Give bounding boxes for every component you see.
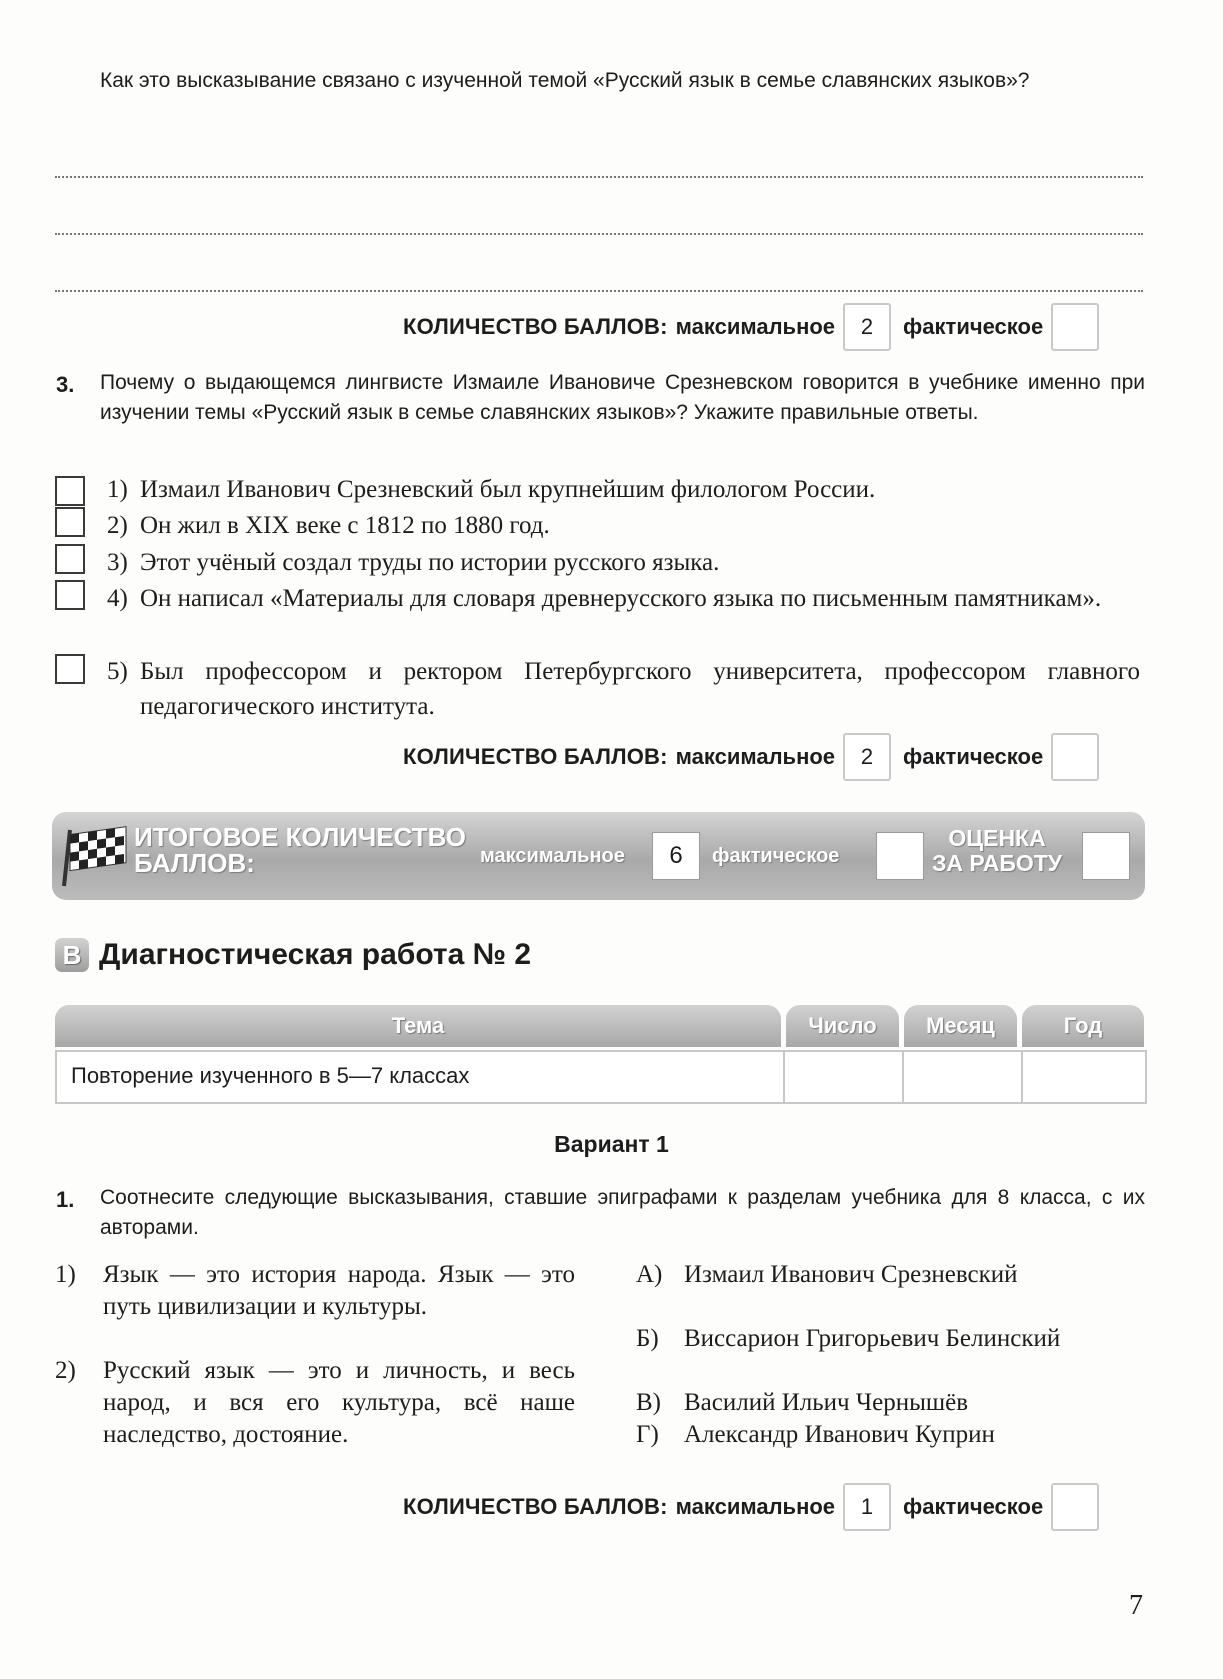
section-badge: В <box>55 938 89 972</box>
question-1-text: Соотнесите следующие высказывания, ставшие эпиграфами к разделам учебника для 8 класса, с их авторами. <box>100 1186 1145 1239</box>
score-label: КОЛИЧЕСТВО БАЛЛОВ: <box>403 1494 668 1519</box>
author-b-letter: Б) <box>636 1325 659 1352</box>
score-max-box: 2 <box>843 733 891 781</box>
checkbox-2[interactable] <box>55 507 85 537</box>
checkbox-3[interactable] <box>55 544 85 574</box>
author-v-name: Василий Ильич Чернышёв <box>684 1389 969 1416</box>
answer-line-1[interactable] <box>55 176 1143 178</box>
author-g-name: Александр Иванович Куприн <box>684 1421 995 1448</box>
grade-box[interactable] <box>1082 832 1130 880</box>
author-a-letter: А) <box>636 1261 663 1288</box>
final-fact-box[interactable] <box>876 832 924 880</box>
option-2-number: 2) <box>107 512 128 539</box>
checkered-flag-icon <box>60 824 132 888</box>
checkbox-1[interactable] <box>55 476 85 506</box>
table-header-topic: Тема <box>55 1005 781 1047</box>
option-4[interactable] <box>55 581 1145 653</box>
section-title: Диагностическая работа № 2 <box>99 938 532 971</box>
final-max-label: максимальное <box>480 845 625 867</box>
option-2[interactable] <box>55 508 1145 544</box>
question-2-prompt: Как это высказывание связано с изученной темой «Русский язык в семье славянских языков»? <box>100 69 1030 92</box>
authors-column <box>636 1259 1146 1459</box>
quote-1-text: Язык — это история народа. Язык — это путь цивилизации и культуры. <box>103 1261 575 1320</box>
option-1-text: Измаил Иванович Срезневский был крупнейшим филологом России. <box>140 476 876 503</box>
grade-label-line1: ОЦЕНКА <box>948 825 1046 851</box>
score-max-label: максимальное <box>675 744 836 769</box>
score-fact-box[interactable] <box>1051 303 1099 351</box>
variant-title: Вариант 1 <box>554 1131 669 1157</box>
table-header-month: Месяц <box>904 1005 1017 1047</box>
score-fact-box[interactable] <box>1051 1483 1099 1531</box>
score-row-q3 <box>403 733 1099 781</box>
quotes-column <box>55 1259 575 1479</box>
question-3-number: 3. <box>56 372 75 397</box>
final-title-line2: БАЛЛОВ: <box>134 848 255 878</box>
final-max-box: 6 <box>652 832 700 880</box>
table-cell-year[interactable] <box>1021 1050 1147 1104</box>
quote-2-text: Русский язык — это и личность, и весь народ, и вся его культура, всё наше наследство, достояние. <box>103 1357 575 1448</box>
option-4-text: Он написал «Материалы для словаря древнерусского языка по письменным памятникам». <box>140 585 1102 612</box>
table-cell-month[interactable] <box>902 1050 1023 1104</box>
table-cell-day[interactable] <box>783 1050 904 1104</box>
final-title-line1: ИТОГОВОЕ КОЛИЧЕСТВО <box>134 822 467 852</box>
checkbox-5[interactable] <box>55 654 85 684</box>
score-fact-label: фактическое <box>903 744 1044 769</box>
score-fact-label: фактическое <box>903 1494 1044 1519</box>
option-2-text: Он жил в XIX веке с 1812 по 1880 год. <box>140 512 550 539</box>
option-5-number: 5) <box>107 658 128 685</box>
score-label: КОЛИЧЕСТВО БАЛЛОВ: <box>403 314 668 339</box>
option-3-number: 3) <box>107 549 128 576</box>
score-fact-label: фактическое <box>903 314 1044 339</box>
table-header-day: Число <box>786 1005 899 1047</box>
author-v-letter: В) <box>636 1389 661 1416</box>
page-number: 7 <box>1129 1590 1143 1621</box>
topic-text: Повторение изученного в 5—7 классах <box>71 1063 470 1088</box>
score-max-label: максимальное <box>675 1494 836 1519</box>
score-row-q1 <box>403 1483 1099 1531</box>
checkbox-4[interactable] <box>55 580 85 610</box>
score-max-box: 1 <box>843 1483 891 1531</box>
answer-line-3[interactable] <box>55 290 1143 292</box>
quote-1-number: 1) <box>55 1261 76 1288</box>
author-a-name: Измаил Иванович Срезневский <box>684 1261 1018 1288</box>
author-g-letter: Г) <box>636 1421 659 1448</box>
grade-label <box>932 826 1062 876</box>
grade-label-line2: ЗА РАБОТУ <box>932 850 1063 876</box>
score-max-box: 2 <box>843 303 891 351</box>
score-max-label: максимальное <box>675 314 836 339</box>
score-row-q2 <box>403 303 1099 351</box>
final-title <box>134 824 466 876</box>
quote-2-number: 2) <box>55 1357 76 1384</box>
final-score-band <box>52 812 1145 900</box>
option-4-number: 4) <box>107 585 128 612</box>
option-3-text: Этот учёный создал труды по истории русского языка. <box>140 549 720 576</box>
section-header <box>55 938 531 972</box>
option-5[interactable] <box>55 654 1145 726</box>
option-3[interactable] <box>55 545 1145 581</box>
question-1-number: 1. <box>56 1187 75 1212</box>
table-cell-topic <box>55 1050 785 1104</box>
table-header-year: Год <box>1022 1005 1144 1047</box>
option-1[interactable] <box>55 472 1145 508</box>
score-label: КОЛИЧЕСТВО БАЛЛОВ: <box>403 744 668 769</box>
final-fact-label: фактическое <box>712 845 840 867</box>
option-1-number: 1) <box>107 476 128 503</box>
score-fact-box[interactable] <box>1051 733 1099 781</box>
author-b-name: Виссарион Григорьевич Белинский <box>684 1325 1061 1352</box>
question-3-text: Почему о выдающемся лингвисте Измаиле Ивановиче Срезневском говорится в учебнике именно при изучении темы «Русский язык в семье славянских языков»? Укажите правильные ответы. <box>100 371 1145 424</box>
answer-line-2[interactable] <box>55 233 1143 235</box>
option-5-text: Был профессором и ректором Петербургского университета, профессором главного педагогического института. <box>140 658 1140 720</box>
